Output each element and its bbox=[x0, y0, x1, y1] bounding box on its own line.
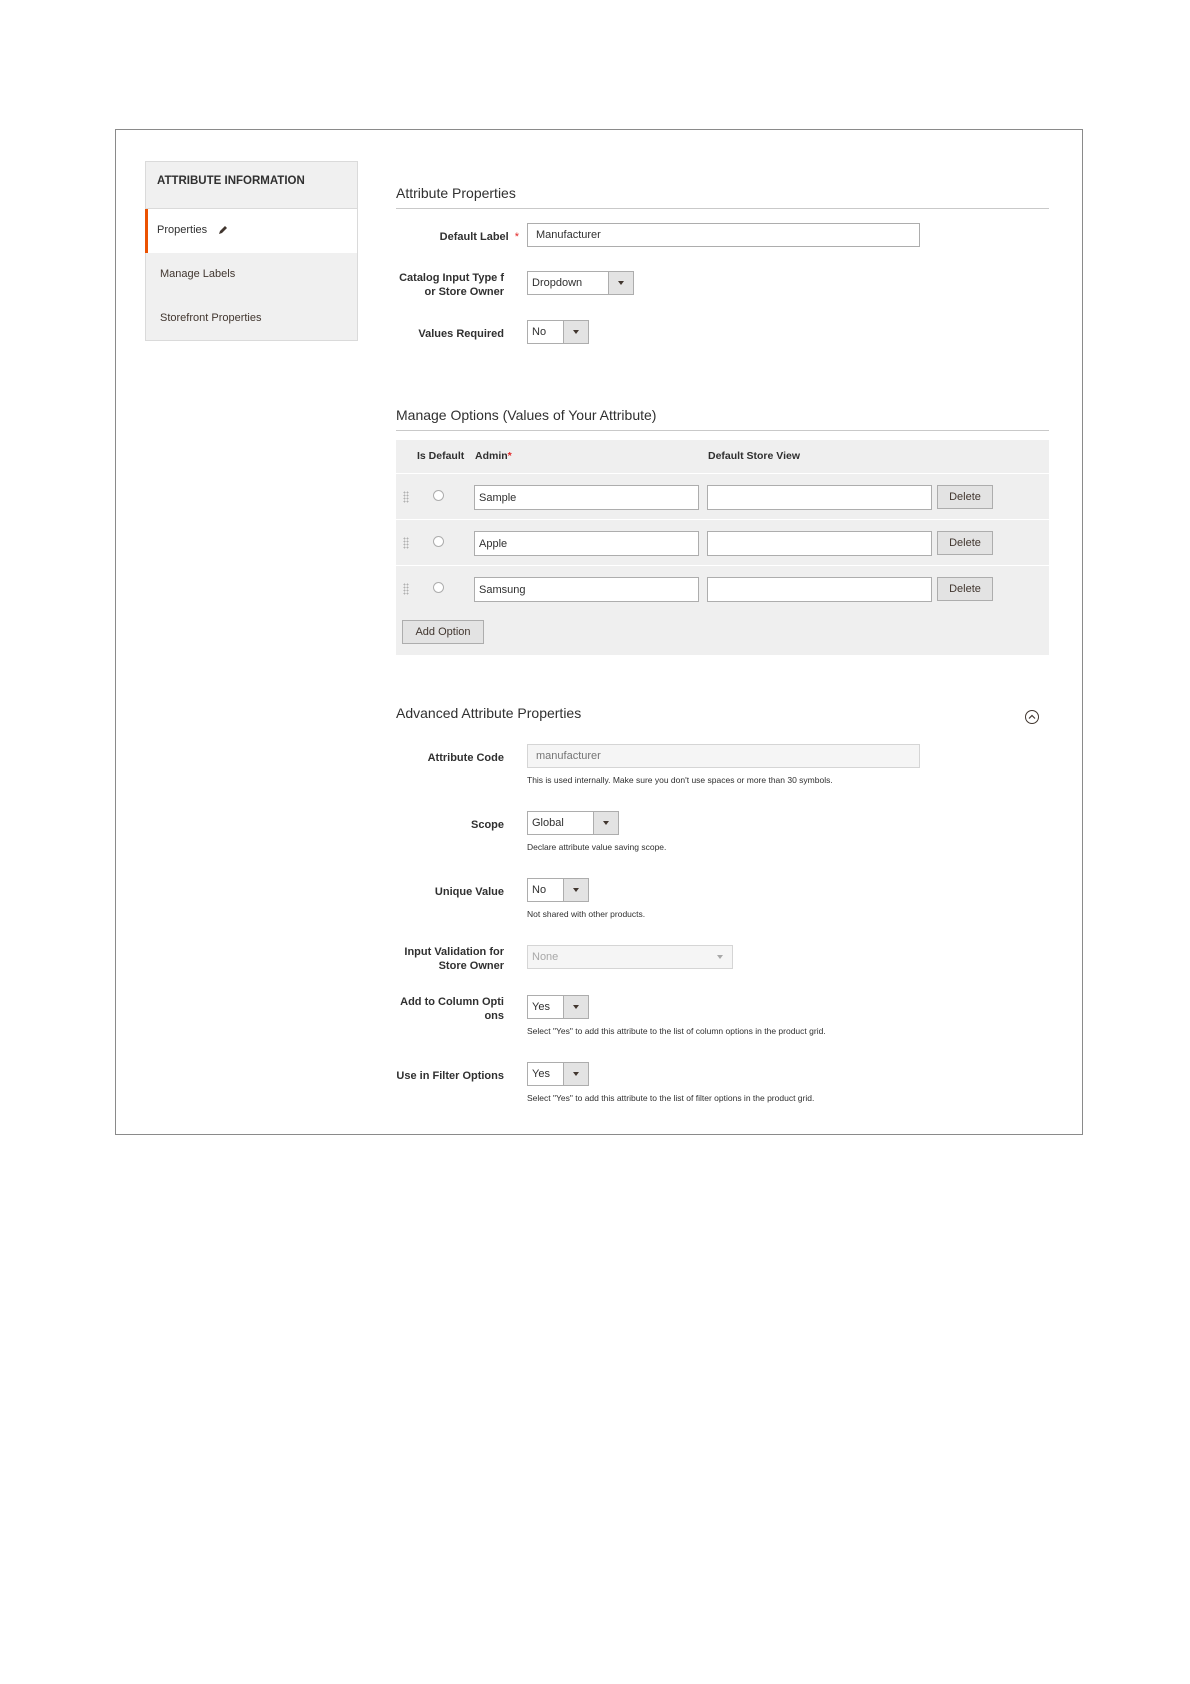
add-option-button[interactable]: Add Option bbox=[402, 620, 484, 644]
caret-down-icon bbox=[563, 321, 588, 343]
column-header-is-default: Is Default bbox=[417, 450, 465, 462]
input-validation-label: Input Validation for Store Owner bbox=[404, 946, 504, 972]
admin-value-input[interactable]: Apple bbox=[474, 531, 699, 556]
store-view-value-input[interactable] bbox=[707, 531, 932, 556]
table-row bbox=[396, 519, 1049, 565]
is-default-radio[interactable] bbox=[433, 536, 444, 547]
table-row bbox=[396, 565, 1049, 611]
column-header-admin: Admin* bbox=[475, 450, 512, 462]
advanced-section-header[interactable] bbox=[396, 705, 1049, 721]
use-in-filter-options-select[interactable]: Yes bbox=[527, 1062, 589, 1086]
is-default-radio[interactable] bbox=[433, 490, 444, 501]
drag-handle-icon[interactable] bbox=[403, 583, 409, 595]
section-title-attribute-properties: Attribute Properties bbox=[396, 185, 1049, 209]
column-header-default-store-view: Default Store View bbox=[708, 450, 800, 462]
pencil-icon bbox=[218, 225, 228, 238]
admin-value-input[interactable]: Samsung bbox=[474, 577, 699, 602]
section-title-manage-options: Manage Options (Values of Your Attribute) bbox=[396, 407, 1049, 431]
sidebar-item-properties[interactable] bbox=[145, 209, 358, 253]
delete-button[interactable]: Delete bbox=[937, 577, 993, 601]
add-to-column-options-label: Add to Column Opti ons bbox=[400, 996, 504, 1022]
sidebar-item-label: Storefront Properties bbox=[160, 312, 262, 324]
caret-down-icon bbox=[563, 996, 588, 1018]
sidebar-item-storefront-properties[interactable] bbox=[145, 297, 358, 341]
caret-down-icon bbox=[593, 812, 618, 834]
caret-down-icon bbox=[708, 946, 732, 968]
values-required-select[interactable]: No bbox=[527, 320, 589, 344]
attribute-code-input[interactable] bbox=[527, 744, 920, 768]
drag-handle-icon[interactable] bbox=[403, 537, 409, 549]
add-to-column-options-note: Select "Yes" to add this attribute to the list of column options in the product grid. bbox=[527, 1026, 826, 1036]
default-label-label: Default Label * bbox=[439, 231, 519, 243]
section-title-advanced: Advanced Attribute Properties bbox=[396, 705, 582, 721]
sidebar-title: ATTRIBUTE INFORMATION bbox=[145, 161, 358, 209]
sidebar bbox=[145, 161, 358, 341]
use-in-filter-options-label: Use in Filter Options bbox=[396, 1070, 504, 1082]
scope-note: Declare attribute value saving scope. bbox=[527, 842, 667, 852]
store-view-value-input[interactable] bbox=[707, 485, 932, 510]
delete-button[interactable]: Delete bbox=[937, 485, 993, 509]
unique-value-note: Not shared with other products. bbox=[527, 909, 646, 919]
is-default-radio[interactable] bbox=[433, 582, 444, 593]
attribute-edit-panel bbox=[115, 129, 1083, 1135]
scope-label: Scope bbox=[470, 819, 504, 831]
catalog-input-type-label: Catalog Input Type f or Store Owner bbox=[399, 272, 504, 298]
use-in-filter-options-note: Select "Yes" to add this attribute to the list of filter options in the product grid. bbox=[527, 1093, 815, 1103]
add-to-column-options-select[interactable]: Yes bbox=[527, 995, 589, 1019]
unique-value-label: Unique Value bbox=[434, 886, 504, 898]
catalog-input-type-select[interactable]: Dropdown bbox=[527, 271, 634, 295]
delete-button[interactable]: Delete bbox=[937, 531, 993, 555]
sidebar-item-label: Properties bbox=[157, 224, 208, 236]
default-label-input[interactable]: Manufacturer bbox=[527, 223, 920, 247]
caret-down-icon bbox=[563, 879, 588, 901]
chevron-up-circle-icon[interactable] bbox=[1024, 709, 1040, 730]
sidebar-item-label: Manage Labels bbox=[160, 268, 236, 280]
table-row bbox=[396, 473, 1049, 519]
caret-down-icon bbox=[563, 1063, 588, 1085]
admin-value-input[interactable]: Sample bbox=[474, 485, 699, 510]
drag-handle-icon[interactable] bbox=[403, 491, 409, 503]
values-required-label: Values Required bbox=[418, 328, 504, 340]
scope-select[interactable]: Global bbox=[527, 811, 619, 835]
options-grid bbox=[396, 440, 1049, 655]
attribute-code-note: This is used internally. Make sure you don't use spaces or more than 30 symbols. bbox=[527, 775, 833, 785]
attribute-code-label: Attribute Code bbox=[427, 752, 504, 764]
store-view-value-input[interactable] bbox=[707, 577, 932, 602]
caret-down-icon bbox=[608, 272, 633, 294]
unique-value-select[interactable]: No bbox=[527, 878, 589, 902]
sidebar-item-manage-labels[interactable] bbox=[145, 253, 358, 297]
input-validation-select[interactable]: None bbox=[527, 945, 733, 969]
